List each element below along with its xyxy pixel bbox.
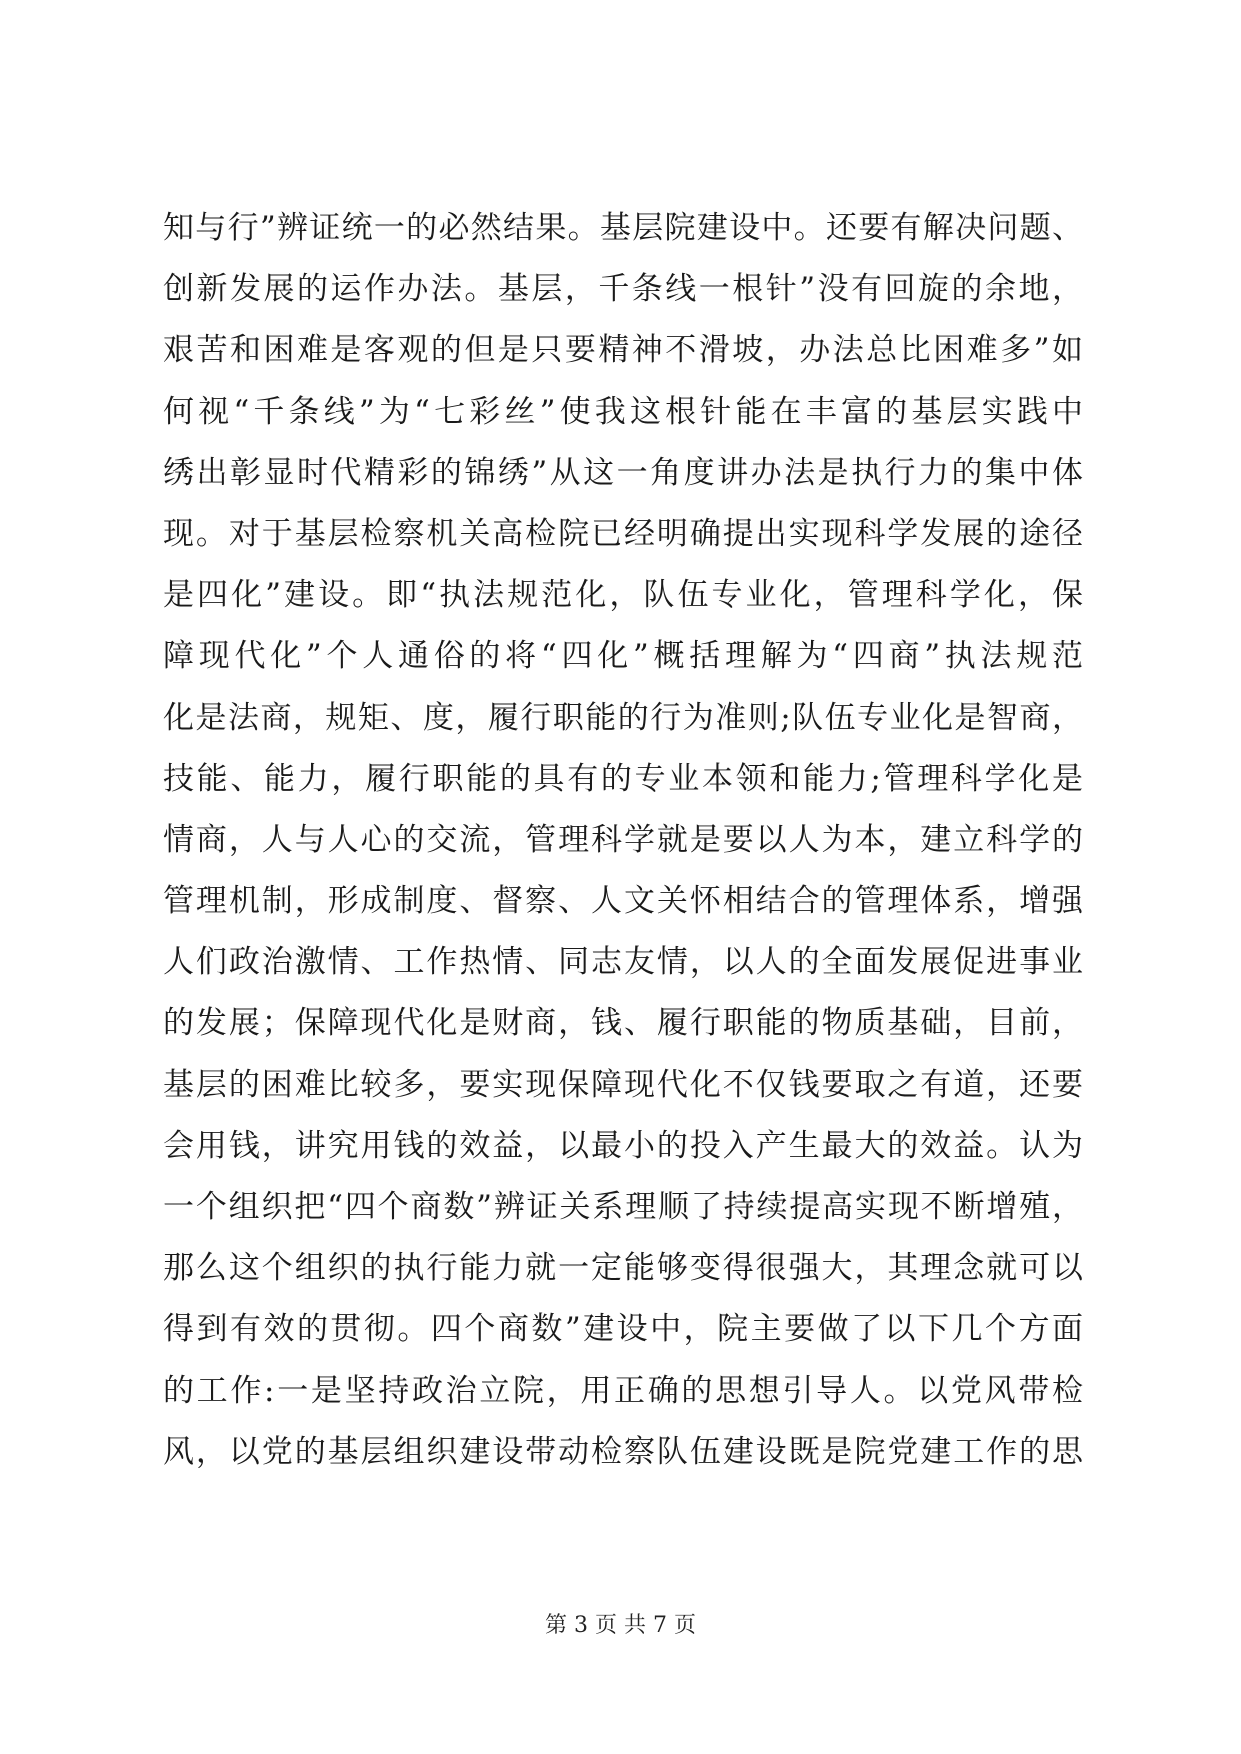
text-line: 基层的困难比较多，要实现保障现代化不仅钱要取之有道，还要 bbox=[163, 1066, 1083, 1103]
text-line: 知与行”辨证统一的必然结果。基层院建设中。还要有解决问题、 bbox=[163, 210, 1083, 246]
text-line: 的工作:一是坚持政治立院，用正确的思想引导人。以党风带检 bbox=[163, 1372, 1083, 1409]
body-text bbox=[163, 198, 1083, 1483]
text-line: 技能、能力，履行职能的具有的专业本领和能力;管理科学化是 bbox=[163, 760, 1083, 797]
text-line: 是四化”建设。即“执法规范化，队伍专业化，管理科学化，保 bbox=[163, 577, 1083, 614]
text-line: 情商，人与人心的交流，管理科学就是要以人为本，建立科学的 bbox=[163, 821, 1083, 858]
text-line: 管理机制，形成制度、督察、人文关怀相结合的管理体系，增强 bbox=[163, 883, 1083, 920]
text-line: 会用钱，讲究用钱的效益，以最小的投入产生最大的效益。认为 bbox=[163, 1127, 1083, 1164]
text-line: 的发展；保障现代化是财商，钱、履行职能的物质基础，目前， bbox=[163, 1005, 1083, 1042]
text-line: 何视“千条线”为“七彩丝”使我这根针能在丰富的基层实践中 bbox=[163, 393, 1083, 430]
text-line: 现。对于基层检察机关高检院已经明确提出实现科学发展的途径 bbox=[163, 515, 1083, 552]
text-line: 得到有效的贯彻。四个商数”建设中，院主要做了以下几个方面 bbox=[163, 1311, 1083, 1348]
text-line: 风，以党的基层组织建设带动检察队伍建设既是院党建工作的思 bbox=[163, 1433, 1083, 1470]
text-line: 一个组织把“四个商数”辨证关系理顺了持续提高实现不断增殖， bbox=[163, 1189, 1083, 1225]
text-line: 那么这个组织的执行能力就一定能够变得很强大，其理念就可以 bbox=[163, 1250, 1083, 1287]
text-line: 创新发展的运作办法。基层，千条线一根针”没有回旋的余地， bbox=[163, 271, 1083, 308]
text-line: 人们政治激情、工作热情、同志友情，以人的全面发展促进事业 bbox=[163, 944, 1083, 981]
text-line: 艰苦和困难是客观的但是只要精神不滑坡，办法总比困难多”如 bbox=[163, 332, 1083, 369]
text-line: 化是法商，规矩、度，履行职能的行为准则;队伍专业化是智商， bbox=[163, 699, 1083, 736]
page-number-footer: 第 3 页 共 7 页 bbox=[545, 1613, 696, 1638]
text-line: 障现代化”个人通俗的将“四化”概括理解为“四商”执法规范 bbox=[163, 638, 1083, 675]
text-line: 绣出彰显时代精彩的锦绣”从这一角度讲办法是执行力的集中体 bbox=[163, 454, 1083, 491]
